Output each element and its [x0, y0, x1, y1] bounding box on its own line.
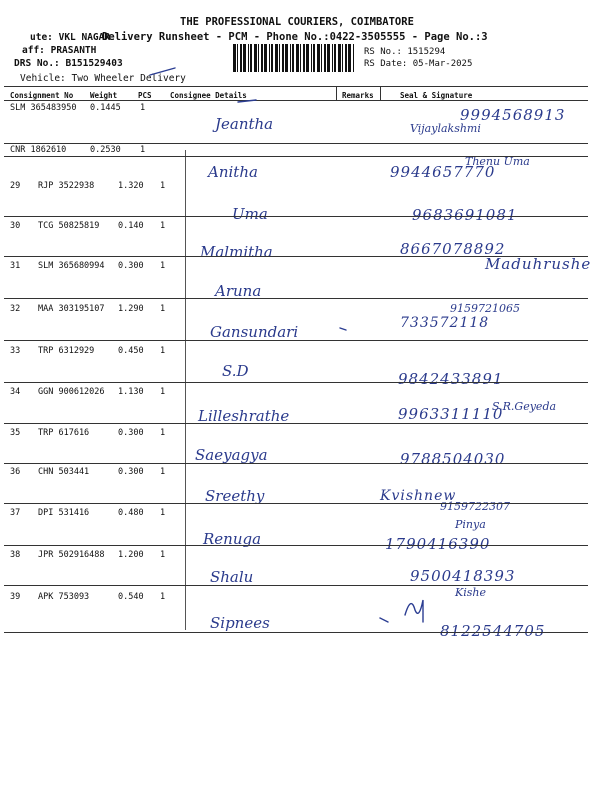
- rs-number: RS No.: 1515294: [364, 47, 446, 57]
- row-divider: [4, 503, 588, 504]
- consignment-number: TCG 50825819: [38, 221, 100, 231]
- row-divider: [4, 143, 588, 144]
- col-weight-header: Weight: [90, 91, 118, 100]
- handwritten-signature-note: Vijaylakshmi: [410, 122, 481, 135]
- barcode-bar: [243, 44, 246, 72]
- seal-divider: [380, 86, 381, 100]
- handwritten-signature-note: Kishe: [455, 586, 486, 599]
- barcode-bar: [306, 44, 309, 72]
- consignment-number: SLM 365680994: [38, 261, 105, 271]
- barcode-bar: [327, 44, 330, 72]
- barcode-bar: [250, 44, 252, 72]
- remarks-divider: [336, 86, 337, 100]
- handwritten-signature: 9963311110: [398, 405, 504, 423]
- row-serial: 35: [10, 428, 21, 438]
- drs-number: DRS No.: B151529403: [14, 58, 123, 69]
- row-serial: 34: [10, 387, 21, 397]
- weight-value: 0.300: [118, 428, 144, 438]
- weight-value: 0.450: [118, 346, 144, 356]
- consignment-number: GGN 900612026: [38, 387, 105, 397]
- pcs-value: 1: [160, 304, 166, 314]
- barcode-bar: [233, 44, 236, 72]
- handwritten-consignee-name: Jeantha: [215, 115, 274, 133]
- pcs-value: 1: [160, 508, 166, 518]
- barcode-bar: [300, 44, 301, 72]
- handwritten-consignee-name: Sipnees: [210, 614, 270, 632]
- handwritten-signature: 9842433891: [398, 370, 504, 388]
- handwritten-consignee-name: S.D: [222, 362, 249, 380]
- handwritten-consignee-name: Malmitha: [200, 243, 273, 261]
- row-divider: [4, 382, 588, 383]
- barcode-bar: [290, 44, 291, 72]
- row-serial: 33: [10, 346, 21, 356]
- handwritten-consignee-name: Uma: [232, 205, 268, 223]
- handwritten-consignee-name: Sreethy: [205, 487, 265, 505]
- pcs-value: 1: [160, 592, 166, 602]
- barcode-bar: [353, 44, 354, 72]
- col-pcs-header: PCS: [138, 91, 152, 100]
- barcode-bar: [261, 44, 263, 72]
- consignment-number: SLM 365483950: [10, 103, 77, 113]
- staff-label: aff: PRASANTH: [22, 45, 97, 56]
- handwritten-signature: 8667078892: [400, 240, 506, 258]
- barcode-bar: [279, 44, 280, 72]
- consignment-number: APK 753093: [38, 592, 90, 602]
- weight-value: 0.300: [118, 467, 144, 477]
- row-serial: 29: [10, 181, 21, 191]
- weight-value: 0.140: [118, 221, 144, 231]
- runsheet-title: Delivery Runsheet - PCM - Phone No.:0422-3505555 - Page No.:3: [102, 31, 488, 43]
- table-header-border: [4, 100, 588, 101]
- rs-date: RS Date: 05-Mar-2025: [364, 59, 473, 69]
- route-label: ute: VKL NAGAR: [30, 32, 111, 43]
- handwritten-consignee-name: Saeyagya: [195, 446, 268, 464]
- barcode-bar: [271, 44, 273, 72]
- handwritten-signature: 9683691081: [412, 206, 518, 224]
- barcode-bar: [248, 44, 249, 72]
- handwritten-signature: Kvishnew: [380, 488, 457, 504]
- barcode-bar: [240, 44, 242, 72]
- handwritten-consignee-name: Aruna: [215, 282, 262, 300]
- row-serial: 38: [10, 550, 21, 560]
- pcs-value: 1: [160, 467, 166, 477]
- handwritten-consignee-name: Lilleshrathe: [198, 407, 290, 425]
- consignment-number: MAA 303195107: [38, 304, 105, 314]
- weight-value: 1.200: [118, 550, 144, 560]
- row-serial: 31: [10, 261, 21, 271]
- row-divider: [4, 216, 588, 217]
- weight-value: 0.1445: [90, 103, 121, 113]
- row-serial: 39: [10, 592, 21, 602]
- handwritten-signature: Maduhrushe: [485, 255, 592, 273]
- pcs-value: 1: [140, 145, 146, 155]
- barcode-image: [233, 44, 355, 72]
- weight-value: 1.130: [118, 387, 144, 397]
- consignment-number: RJP 3522938: [38, 181, 95, 191]
- handwritten-signature-note: Pinya: [455, 518, 486, 531]
- pcs-value: 1: [160, 221, 166, 231]
- barcode-bar: [254, 44, 257, 72]
- barcode-bar: [324, 44, 326, 72]
- company-title: THE PROFESSIONAL COURIERS, COIMBATORE: [180, 16, 414, 28]
- barcode-bar: [237, 44, 238, 72]
- handwritten-signature: 9500418393: [410, 567, 516, 585]
- barcode-bar: [348, 44, 351, 72]
- barcode-bar: [282, 44, 284, 72]
- row-divider: [4, 156, 588, 157]
- barcode-bar: [311, 44, 312, 72]
- pcs-value: 1: [160, 387, 166, 397]
- consignment-number: DPI 531416: [38, 508, 90, 518]
- pcs-value: 1: [160, 261, 166, 271]
- weight-value: 0.300: [118, 261, 144, 271]
- handwritten-signature: 9994568913: [460, 106, 566, 124]
- consignment-number: CNR 1862610: [10, 145, 67, 155]
- row-divider: [4, 423, 588, 424]
- col-details-header: Consignee Details: [170, 91, 247, 100]
- handwritten-signature: 9788504030: [400, 450, 506, 468]
- barcode-bar: [269, 44, 270, 72]
- row-divider: [4, 463, 588, 464]
- weight-value: 0.540: [118, 592, 144, 602]
- barcode-bar: [342, 44, 343, 72]
- barcode-bar: [345, 44, 347, 72]
- handwritten-consignee-name: Renuga: [203, 530, 262, 548]
- row-divider: [4, 298, 588, 299]
- row-divider: [4, 545, 588, 546]
- row-divider: [4, 340, 588, 341]
- barcode-bar: [334, 44, 336, 72]
- weight-value: 1.290: [118, 304, 144, 314]
- barcode-bar: [264, 44, 267, 72]
- handwritten-signature: 733572118: [400, 315, 490, 331]
- col-seal-header: Seal & Signature: [400, 91, 473, 100]
- handwritten-signature-note: 9159721065: [450, 302, 520, 315]
- barcode-bar: [292, 44, 294, 72]
- barcode-bar: [313, 44, 315, 72]
- barcode-bar: [258, 44, 259, 72]
- handwritten-consignee-name: Gansundari: [210, 323, 299, 341]
- handwritten-signature: 1790416390: [385, 535, 491, 553]
- handwritten-signature: 8122544705: [440, 622, 546, 640]
- consignment-number: TRP 6312929: [38, 346, 95, 356]
- pcs-value: 1: [160, 181, 166, 191]
- weight-value: 1.320: [118, 181, 144, 191]
- barcode-bar: [285, 44, 288, 72]
- weight-value: 0.480: [118, 508, 144, 518]
- handwritten-signature-note: Thenu Uma: [465, 155, 530, 168]
- barcode-bar: [296, 44, 299, 72]
- vehicle-label: Vehicle: Two Wheeler Delivery: [20, 73, 186, 84]
- details-divider: [185, 150, 186, 630]
- table-top-border: [4, 86, 588, 87]
- consignment-number: CHN 503441: [38, 467, 90, 477]
- handwritten-signature: 9944657770: [390, 163, 496, 181]
- handwritten-consignee-name: Anitha: [208, 163, 258, 181]
- barcode-bar: [317, 44, 320, 72]
- consignment-number: TRP 617616: [38, 428, 90, 438]
- barcode-bar: [321, 44, 322, 72]
- barcode-bar: [303, 44, 305, 72]
- barcode-bar: [275, 44, 278, 72]
- row-serial: 37: [10, 508, 21, 518]
- weight-value: 0.2530: [90, 145, 121, 155]
- consignment-number: JPR 502916488: [38, 550, 105, 560]
- barcode-bar: [332, 44, 333, 72]
- barcode-bar: [338, 44, 341, 72]
- row-serial: 36: [10, 467, 21, 477]
- pcs-value: 1: [160, 346, 166, 356]
- row-serial: 30: [10, 221, 21, 231]
- handwritten-consignee-name: Shalu: [210, 568, 254, 586]
- row-serial: 32: [10, 304, 21, 314]
- pcs-value: 1: [140, 103, 146, 113]
- col-consignment-header: Consignment No: [10, 91, 74, 100]
- row-divider: [4, 585, 588, 586]
- handwritten-signature-note: 9159722307: [440, 500, 510, 513]
- handwritten-signature-note: S.R.Geyeda: [492, 400, 557, 413]
- pcs-value: 1: [160, 428, 166, 438]
- row-divider: [4, 632, 588, 633]
- col-remarks-header: Remarks: [342, 91, 374, 100]
- pcs-value: 1: [160, 550, 166, 560]
